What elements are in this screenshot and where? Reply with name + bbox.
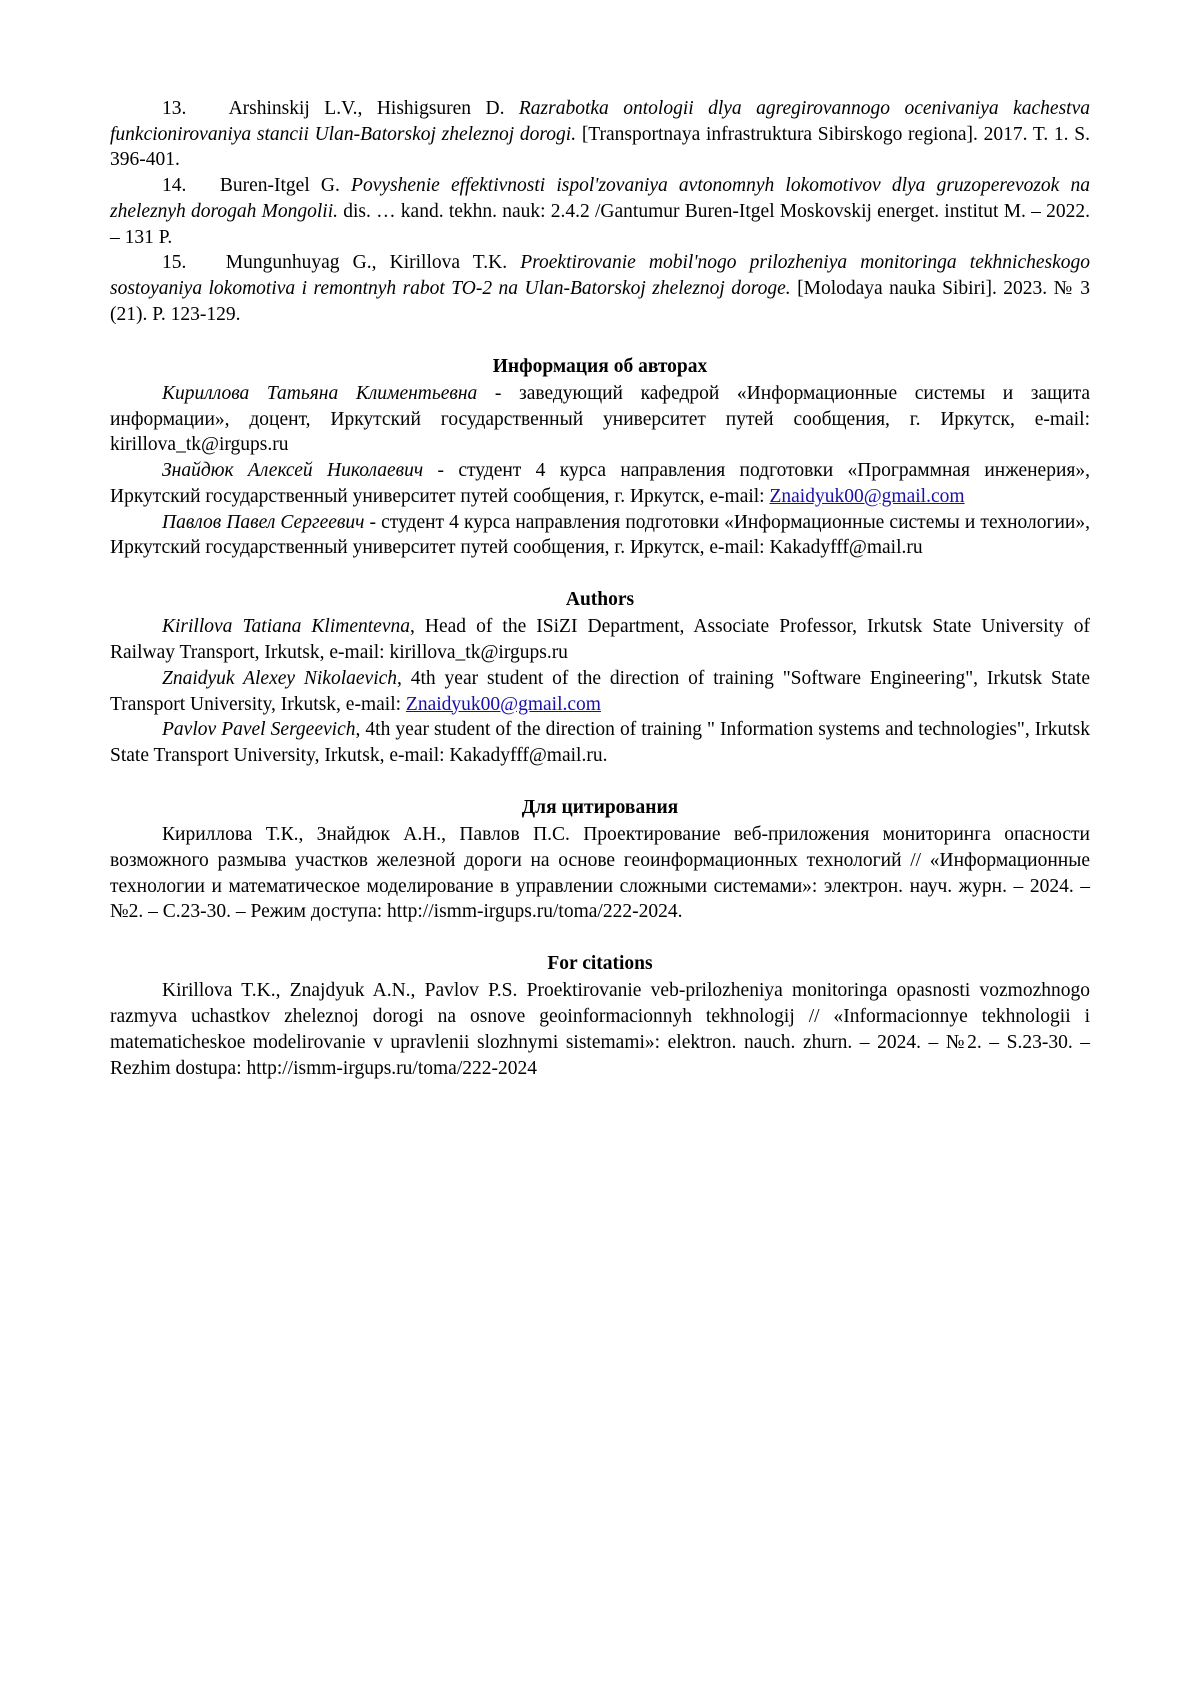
author-entry — [110, 717, 1090, 768]
section-heading-citation-en: For citations — [547, 953, 653, 975]
author-details: - студент 4 курса направления подготовки «Информационные системы и технологии», Иркутский государственный университет путей сообщения, г. Иркутск, e-mail: Kakadyfff@mail.ru — [110, 511, 1090, 559]
section-heading-citation-ru: Для цитирования — [521, 796, 679, 818]
author-email-link[interactable]: Znaidyuk00@gmail.com — [405, 693, 601, 715]
author-details: , Head of the ISiZI Department, Associate Professor, Irkutsk State University of Railway Transport, Irkutsk, e-mail: kirillova_tk@irgups.ru — [110, 616, 1091, 664]
reference-source: [Molodaya nauka Sibiri]. 2023. № 3 (21). P. 123-129. — [110, 278, 1090, 325]
author-entry — [110, 381, 1090, 458]
author-details: , 4th year student of the direction of training " Information systems and technologies", Irkutsk State Transport University, Irkutsk, e-mail: Kakadyfff@mail.ru. — [110, 719, 1091, 767]
author-entry — [110, 458, 1090, 509]
citation-ru-text: Кириллова Т.К., Знайдюк А.Н., Павлов П.С. Проектирование веб-приложения мониторинга опасности возможного размыва участков железной дороги на основе геоинформационных технологий // «Информационные технологии и математическое моделирование в управлении сложными системами»: электрон. науч. журн. – 2024. – №2. – С.23-30. – Режим доступа: http://ismm-irgups.ru/toma/222-2024. — [110, 824, 1090, 923]
reference-number: 13. — [162, 98, 187, 119]
author-name: Znaidyuk Alexey Nikolaevich — [162, 667, 398, 689]
author-email-link[interactable]: Znaidyuk00@gmail.com — [769, 485, 965, 507]
author-name: Pavlov Pavel Sergeevich — [162, 719, 356, 741]
reference-item — [110, 173, 1090, 250]
reference-item — [110, 250, 1090, 327]
reference-number: 15. — [162, 252, 187, 274]
reference-source: [Transportnaya infrastruktura Sibirskogo regiona]. 2017. T. 1. S. 396-401. — [110, 123, 1090, 171]
author-entry — [110, 614, 1090, 665]
author-details: , 4th year student of the direction of training "Software Engineering", Irkutsk State Transport University, Irkutsk, e-mail: — [110, 667, 1090, 715]
section-heading-authors-ru: Информация об авторах — [492, 355, 708, 377]
authors-ru-block — [110, 381, 1090, 561]
author-entry — [110, 666, 1090, 717]
reference-authors: Buren-Itgel G. — [219, 175, 352, 197]
reference-source: dis. … kand. tekhn. nauk: 2.4.2 /Gantumur Buren-Itgel Moskovskij energet. institut M. – 2022. – 131 P. — [110, 200, 1090, 248]
reference-title: Proektirovanie mobil'nogo prilozheniya monitoringa tekhnicheskogo sostoyaniya lokomotiva i remontnyh rabot TO-2 na Ulan-Batorskoj zheleznoj doroge. — [110, 252, 1091, 300]
author-name: Kirillova Tatiana Klimentevna — [162, 616, 410, 638]
author-entry — [110, 510, 1090, 561]
author-details: - заведующий кафедрой «Информационные системы и защита информации», доцент, Иркутский государственный университет путей сообщения, г. Иркутск, e-mail: kirillova_tk@irgups.ru — [110, 382, 1090, 456]
author-details: - студент 4 курса направления подготовки «Программная инженерия», Иркутский государственный университет путей сообщения, г. Иркутск, e-mail: — [110, 460, 1090, 507]
reference-title: Povyshenie effektivnosti ispol'zovaniya avtonomnyh lokomotivov dlya gruzoperevozok na zheleznyh dorogah Mongolii. — [110, 175, 1091, 222]
reference-title: Razrabotka ontologii dlya agregirovannogo ocenivaniya kachestva funkcionirovaniya stancii Ulan-Batorskoj zheleznoj dorogi. — [110, 98, 1090, 145]
author-name: Кириллова Татьяна Климентьевна — [162, 382, 478, 404]
section-heading-authors-en: Authors — [565, 589, 635, 611]
reference-number: 14. — [162, 175, 187, 197]
reference-authors: Mungunhuyag G., Kirillova T.K. — [225, 252, 521, 274]
reference-authors: Arshinskij L.V., Hishigsuren D. — [228, 98, 519, 119]
references-list — [110, 96, 1090, 328]
author-name: Павлов Павел Сергеевич — [162, 511, 365, 533]
citation-en-text: Kirillova T.K., Znajdyuk A.N., Pavlov P.S. Proektirovanie veb-prilozheniya monitoringa opasnosti vozmozhnogo razmyva uchastkov zheleznoj dorogi na osnove geoinformacionnyh tekhnologij // «Informacionnye tekhnologii i matematicheskoe modelirovanie v upravlenii slozhnymi sistemami»: elektron. nauch. zhurn. – 2024. – №2. – S.23-30. – Rezhim dostupa: http://ismm-irgups.ru/toma/222-2024 — [110, 980, 1090, 1079]
reference-item — [110, 96, 1090, 173]
author-name: Знайдюк Алексей Николаевич — [162, 460, 424, 482]
authors-en-block — [110, 614, 1090, 768]
